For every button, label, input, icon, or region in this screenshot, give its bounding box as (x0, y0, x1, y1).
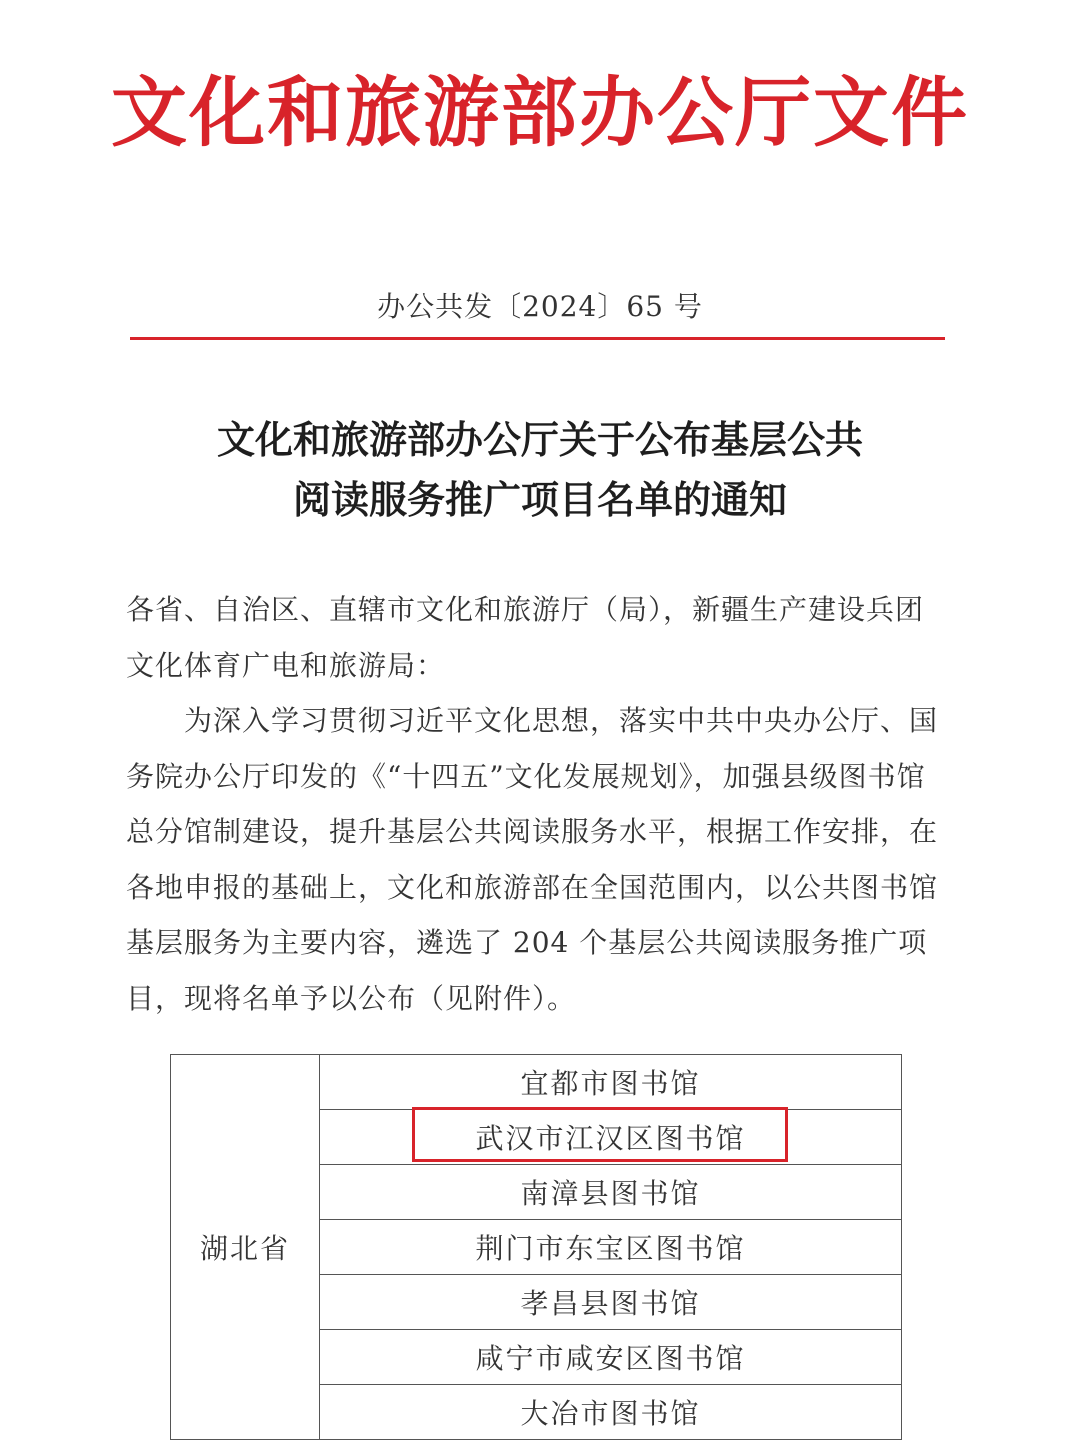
notice-title-line-1: 文化和旅游部办公厅关于公布基层公共 (216, 417, 863, 462)
library-cell: 宜都市图书馆 (320, 1055, 902, 1110)
attachment-table-area (0, 1036, 1080, 1442)
library-cell: 荆门市东宝区图书馆 (320, 1220, 902, 1275)
library-cell-highlighted: 武汉市江汉区图书馆 (320, 1110, 902, 1165)
document-header-title: 文化和旅游部办公厅文件 (111, 68, 969, 157)
salutation-paragraph: 各省、自治区、直辖市文化和旅游厅（局），新疆生产建设兵团文化体育广电和旅游局： (126, 593, 925, 682)
table-row (171, 1055, 902, 1110)
library-cell: 咸宁市咸安区图书馆 (320, 1330, 902, 1385)
library-cell: 孝昌县图书馆 (320, 1275, 902, 1330)
library-cell: 南漳县图书馆 (320, 1165, 902, 1220)
notice-title (0, 410, 1080, 530)
document-number: 办公共发〔2024〕65 号 (377, 290, 703, 323)
body-paragraph: 为深入学习贯彻习近平文化思想，落实中共中央办公厅、国务院办公厅印发的《“十四五”文化发展规划》，加强县级图书馆总分馆制建设，提升基层公共阅读服务水平，根据工作安排，在各地申报的基础上，文化和旅游部在全国范围内，以公共图书馆基层服务为主要内容，遴选了 204 个基层公共阅读服务推广项目，现将名单予以公布（见附件）。 (126, 704, 939, 1015)
notice-title-line-2: 阅读服务推广项目名单的通知 (292, 477, 787, 522)
library-cell: 大冶市图书馆 (320, 1385, 902, 1440)
red-divider-line (130, 337, 945, 340)
highlight-box (412, 1107, 788, 1162)
province-cell: 湖北省 (171, 1055, 320, 1440)
